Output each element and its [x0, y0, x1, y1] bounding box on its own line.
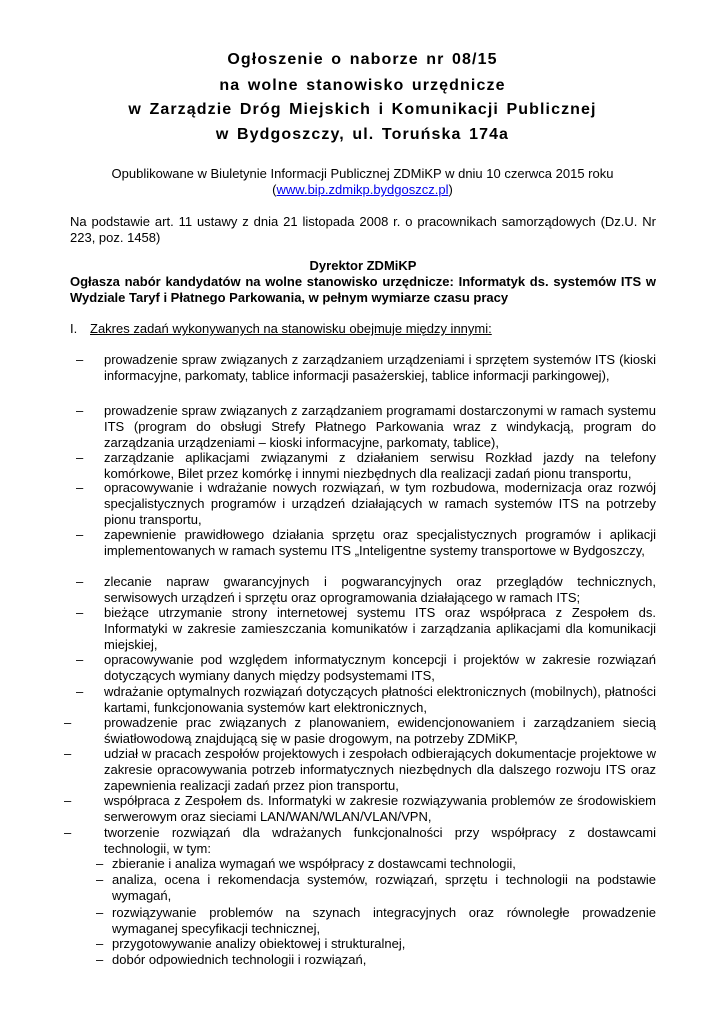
legal-basis: Na podstawie art. 11 ustawy z dnia 21 listopada 2008 r. o pracownikach samorządowych (Dz.U. Nr 223, poz. 1458): [70, 214, 656, 245]
list-item: prowadzenie prac związanych z planowaniem, ewidencjonowaniem i zarządzaniem siecią światłowodową znajdującą się w pasie drogowym, na potrzeby ZDMiKP,: [104, 715, 656, 746]
list-bullet: –: [76, 605, 84, 620]
list-bullet: –: [76, 527, 84, 542]
list-bullet: –: [76, 574, 84, 589]
list-bullet: –: [76, 352, 84, 367]
list-item: prowadzenie spraw związanych z zarządzaniem programami dostarczonymi w ramach systemu ITS (program do obsługi Strefy Płatnego Parkowania wraz z windykacją, program do zarządzania urządzeniami – kioski informacyjne, parkomaty, tablice),: [104, 403, 656, 450]
sublist-item: analiza, ocena i rekomendacja systemów, rozwiązań, sprzętu i technologii na podstawie wymagań,: [112, 872, 656, 903]
list-bullet: –: [76, 403, 84, 418]
sublist-bullet: –: [96, 856, 104, 871]
title-line-2: na wolne stanowisko urzędnicze: [219, 77, 506, 94]
section-1-number: I.: [70, 321, 78, 336]
sublist-item: zbieranie i analiza wymagań we współpracy z dostawcami technologii,: [112, 856, 516, 871]
list-item: udział w pracach zespołów projektowych i zespołach odbierających dokumentacje projektowe w zakresie opracowywania potrzeb informatycznych niezbędnych dla dalszego rozwoju ITS oraz zapewnienia realizacji zadań przez pion transportu,: [104, 746, 656, 793]
sublist-item: dobór odpowiednich technologii i rozwiązań,: [112, 952, 367, 967]
sublist-item: przygotowywanie analizy obiektowej i strukturalnej,: [112, 936, 406, 951]
list-bullet: –: [64, 793, 72, 808]
list-item: opracowywanie i wdrażanie nowych rozwiązań, w tym rozbudowa, modernizacja oraz rozwój specjalistycznych programów i urządzeń działających w ramach systemów ITS na potrzeby pionu transportu,: [104, 480, 656, 527]
list-bullet: –: [64, 746, 72, 761]
sublist-item: rozwiązywanie problemów na szynach integracyjnych oraz równoległe prowadzenie wymaganej specyfikacji technicznej,: [112, 905, 656, 936]
section-1-title: Zakres zadań wykonywanych na stanowisku obejmuje między innymi:: [90, 321, 492, 336]
list-bullet: –: [64, 825, 72, 840]
list-item: zlecanie napraw gwarancyjnych i pogwarancyjnych oraz przeglądów technicznych, serwisowych urządzeń i sprzętu oraz oprogramowania działającego w ramach ITS;: [104, 574, 656, 605]
title-line-3: w Zarządzie Dróg Miejskich i Komunikacji Publicznej: [128, 101, 597, 118]
link-paren-open: (: [272, 182, 277, 197]
list-item: prowadzenie spraw związanych z zarządzaniem urządzeniami i sprzętem systemów ITS (kioski informacyjne, parkomaty, tablice informacji pasażerskiej, tablice informacji parkingowej),: [104, 352, 656, 383]
publication-note: Opublikowane w Biuletynie Informacji Publicznej ZDMiKP w dniu 10 czerwca 2015 roku: [111, 166, 614, 181]
sublist-bullet: –: [96, 905, 104, 920]
sublist-bullet: –: [96, 952, 104, 967]
list-bullet: –: [76, 684, 84, 699]
list-item: zapewnienie prawidłowego działania sprzętu oraz specjalistycznych programów i aplikacji implementowanych w ramach systemu ITS „Inteligentne systemy transportowe w Bydgoszczy,: [104, 527, 656, 558]
title-line-4: w Bydgoszczy, ul. Toruńska 174a: [215, 126, 510, 143]
section-1-heading: [70, 321, 492, 336]
bip-link[interactable]: www.bip.zdmikp.bydgoszcz.pl: [276, 182, 449, 197]
list-item: wdrażanie optymalnych rozwiązań dotyczących płatności elektronicznych (mobilnych), płatności kartami, funkcjonowania systemów kart elektronicznych,: [104, 684, 656, 715]
director-heading: Dyrektor ZDMiKP: [309, 258, 417, 273]
announcement-text: Ogłasza nabór kandydatów na wolne stanowisko urzędnicze: Informatyk ds. systemów ITS w Wydziale Taryf i Płatnego Parkowania, w pełnym wymiarze czasu pracy: [70, 274, 656, 305]
publication-link-line: [40, 182, 685, 197]
list-bullet: –: [76, 450, 84, 465]
list-item: opracowywanie pod względem informatycznym koncepcji i projektów w zakresie rozwiązań dotyczących wymiany danych między podsystemami ITS,: [104, 652, 656, 683]
list-item: zarządzanie aplikacjami związanymi z działaniem serwisu Rozkład jazdy na telefony komórkowe, Bilet przez komórkę i innymi niezbędnych dla realizacji zadań pionu transportu,: [104, 450, 656, 481]
list-bullet: –: [76, 652, 84, 667]
list-bullet: –: [76, 480, 84, 495]
list-item: bieżące utrzymanie strony internetowej systemu ITS oraz współpraca z Zespołem ds. Informatyki w zakresie zamieszczania komunikatów i zarządzania aplikacjami dla komunikacji miejskiej,: [104, 605, 656, 652]
list-bullet: –: [64, 715, 72, 730]
sublist-bullet: –: [96, 872, 104, 887]
list-item: tworzenie rozwiązań dla wdrażanych funkcjonalności przy współpracy z dostawcami technologii, w tym:: [104, 825, 656, 856]
link-paren-close: ): [448, 182, 453, 197]
title-line-1: Ogłoszenie o naborze nr 08/15: [227, 51, 498, 68]
list-item: współpraca z Zespołem ds. Informatyki w zakresie rozwiązywania problemów ze środowiskiem serwerowym oraz sieciami LAN/WAN/WLAN/VLAN/VPN,: [104, 793, 656, 824]
sublist-bullet: –: [96, 936, 104, 951]
